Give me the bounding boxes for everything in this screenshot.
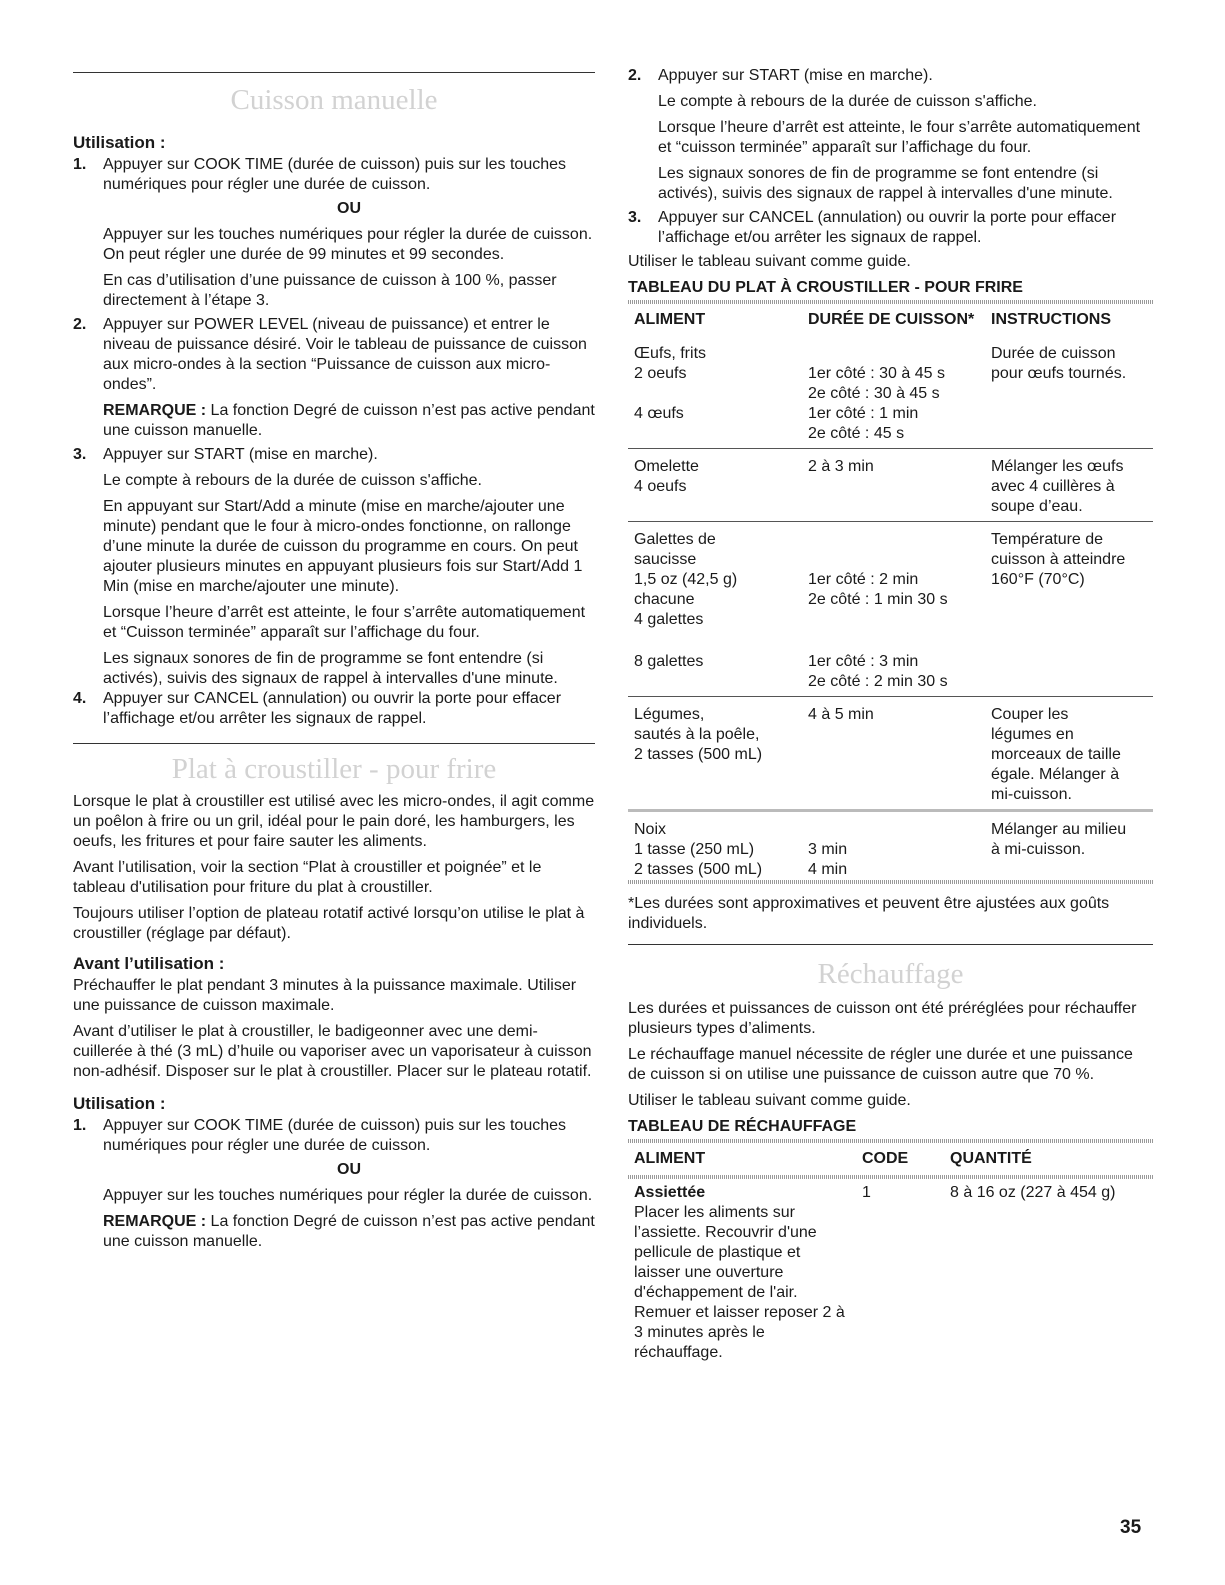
or-label: OU (337, 1161, 361, 1178)
quantity-cell: 8 à 16 oz (227 à 454 g) (950, 1184, 1116, 1201)
instructions-cell (985, 384, 1153, 404)
crisp-step-2-text: Le compte à rebours de la durée de cuisson s'affiche. (658, 93, 1037, 110)
instructions-cell: à mi-cuisson. (991, 841, 1086, 858)
time-cell: 1er côté : 1 min (808, 405, 919, 422)
reheat-table (628, 1143, 1153, 1175)
instructions-cell (985, 590, 1153, 610)
left-column (73, 60, 595, 1252)
reheat-text: Les durées et puissances de cuisson ont été préréglées pour réchauffer plusieurs types d’aliments. (628, 1000, 1137, 1037)
table-row (628, 424, 1153, 449)
before-use-heading: Avant l’utilisation : (73, 954, 225, 973)
col-header: INSTRUCTIONS (991, 311, 1111, 328)
food-cell (628, 785, 802, 811)
table-row (628, 364, 1153, 384)
step-1-alt: Appuyer sur les touches numériques pour régler la durée de cuisson. On peut régler une durée de 99 minutes et 99 secondes. (103, 226, 593, 263)
table-row (628, 644, 1153, 672)
crisp-step-2-text: Les signaux sonores de fin de programme se font entendre (si activés), suivis des signaux de rappel à intervalles d'une minute. (658, 165, 1113, 202)
section-rule (73, 743, 595, 744)
step-4: 4. Appuyer sur CANCEL (annulation) ou ouvrir la porte pour effacer l’affichage et/ou arrêter les signaux de rappel. (73, 690, 562, 727)
time-cell: 4 min (808, 861, 848, 878)
food-cell: 4 oeufs (634, 478, 687, 495)
crisp-table (628, 304, 1153, 880)
crisp-intro: Lorsque le plat à croustiller est utilisé avec les micro-ondes, il agit comme un poêlon à frire ou un gril, idéal pour le pain doré, les hamburgers, les oeufs, les fritures et pour faire sauter les aliments. (73, 793, 595, 850)
time-cell (802, 811, 985, 841)
food-cell (628, 497, 802, 522)
col-header: ALIMENT (634, 1150, 706, 1167)
step-3-text: En appuyant sur Start/Add a minute (mise en marche/ajouter une minute) pendant que le four à micro-ondes fonctionne, on rallonge d’une minute la durée de cuisson du programme en cours. On peut ajouter plusieurs minutes en appuyant plusieurs fois sur Start/Add 1 Min (mise en marche/ajouter une minute). (103, 498, 583, 595)
food-cell (628, 672, 802, 697)
manual-cooking-title: Cuisson manuelle (230, 84, 438, 116)
usage-heading: Utilisation : (73, 133, 166, 152)
time-cell: 1er côté : 2 min (808, 571, 919, 588)
time-cell (802, 550, 985, 570)
food-cell (628, 424, 802, 449)
remark: REMARQUE : La fonction Degré de cuisson n’est pas active pendant une cuisson manuelle. (103, 1213, 595, 1250)
col-header: QUANTITÉ (950, 1150, 1032, 1167)
time-cell (802, 765, 985, 785)
table-row (628, 860, 1153, 880)
instructions-cell: morceaux de taille (991, 746, 1121, 763)
table-row (628, 1179, 1153, 1369)
time-cell: 2e côté : 1 min 30 s (808, 591, 948, 608)
instructions-cell: Mélanger au milieu (991, 821, 1127, 838)
instructions-cell (985, 424, 1153, 449)
table-row (628, 477, 1153, 497)
crisp-intro: Toujours utiliser l’option de plateau rotatif activé lorsqu’on utilise le plat à croustiller (réglage par défaut). (73, 905, 585, 942)
table-row (628, 570, 1153, 590)
food-cell: 8 galettes (634, 653, 704, 670)
food-cell: 4 œufs (634, 405, 684, 422)
food-cell: 2 oeufs (634, 365, 687, 382)
instructions-cell: Mélanger les œufs (991, 458, 1124, 475)
instructions-cell: soupe d’eau. (985, 497, 1153, 522)
table-row (628, 550, 1153, 570)
food-cell: 2 tasses (500 mL) (634, 861, 763, 878)
instructions-cell: Température de (991, 531, 1104, 548)
time-cell (802, 610, 985, 644)
instructions-cell: pour œufs tournés. (991, 365, 1127, 382)
table-row (628, 672, 1153, 697)
table-dotted-rule (628, 880, 1153, 884)
table-row (628, 336, 1153, 364)
time-cell (802, 522, 985, 551)
table-row (628, 725, 1153, 745)
food-cell: 2 tasses (500 mL) (634, 746, 763, 763)
time-cell (802, 725, 985, 745)
or-label: OU (337, 200, 361, 217)
step-2: 2. Appuyer sur POWER LEVEL (niveau de puissance) et entrer le niveau de puissance désiré. Voir le tableau de puissance de cuisson aux micro-ondes à la section “Puissance de cuisson aux micro-ondes”. (73, 316, 587, 393)
food-cell: sautés à la poêle, (634, 726, 760, 743)
col-header: DURÉE DE CUISSON* (808, 311, 975, 328)
food-cell: Assiettée Placer les aliments sur l’assiette. Recouvrir d'une pellicule de plastique et laisser une ouverture d'échappement de l'air. Remuer et laisser reposer 2 à 3 minutes après le réchauffage. (634, 1184, 845, 1361)
time-cell: 2e côté : 45 s (802, 424, 985, 449)
step-3-text: Les signaux sonores de fin de programme se font entendre (si activés), suivis des signaux de rappel à intervalles d'une minute. (103, 650, 558, 687)
crisp-table-title: TABLEAU DU PLAT À CROUSTILLER - POUR FRIRE (628, 279, 1023, 296)
table-row (628, 697, 1153, 726)
right-column (628, 66, 1153, 1369)
reheat-title: Réchauffage (817, 958, 964, 990)
reheat-table-body (628, 1179, 1153, 1369)
crisp-step-2: 2. Appuyer sur START (mise en marche). (628, 67, 933, 84)
step-1: 1. Appuyer sur COOK TIME (durée de cuisson) puis sur les touches numériques pour régler une durée de cuisson. (73, 156, 567, 193)
time-cell: 3 min (808, 841, 848, 858)
table-row (628, 449, 1153, 478)
step-3-text: Le compte à rebours de la durée de cuisson s'affiche. (103, 472, 482, 489)
remark: REMARQUE : La fonction Degré de cuisson n’est pas active pendant une cuisson manuelle. (103, 402, 595, 439)
food-cell: saucisse (634, 551, 697, 568)
time-cell: 2e côté : 30 à 45 s (808, 385, 940, 402)
instructions-cell: égale. Mélanger à (991, 766, 1120, 783)
table-row (628, 745, 1153, 765)
time-cell (802, 477, 985, 497)
table-row (628, 522, 1153, 551)
time-cell: 1er côté : 30 à 45 s (808, 365, 945, 382)
time-cell (802, 745, 985, 765)
table-row (628, 590, 1153, 610)
time-cell: 2e côté : 2 min 30 s (802, 672, 985, 697)
footnote: *Les durées sont approximatives et peuvent être ajustées aux goûts individuels. (628, 895, 1110, 932)
instructions-cell: Couper les (991, 706, 1069, 723)
table-header-row (628, 1143, 1153, 1175)
col-header: CODE (862, 1150, 909, 1167)
food-cell: Œufs, frits (634, 345, 707, 362)
guide-text: Utiliser le tableau suivant comme guide. (628, 253, 911, 270)
table-row (628, 497, 1153, 522)
guide-text: Utiliser le tableau suivant comme guide. (628, 1092, 911, 1109)
instructions-cell (985, 672, 1153, 697)
food-cell: 4 galettes (634, 611, 704, 628)
instructions-cell (985, 644, 1153, 672)
instructions-cell (985, 860, 1153, 880)
table-row (628, 404, 1153, 424)
instructions-cell: Durée de cuisson (991, 345, 1116, 362)
col-header: ALIMENT (634, 311, 706, 328)
crisp-step-1: 1. Appuyer sur COOK TIME (durée de cuisson) puis sur les touches numériques pour régler une durée de cuisson. (73, 1117, 567, 1154)
table-row (628, 765, 1153, 785)
step-1-note: En cas d’utilisation d’une puissance de cuisson à 100 %, passer directement à l’étape 3. (103, 272, 557, 309)
time-cell: 1er côté : 3 min (808, 653, 919, 670)
food-cell: Galettes de (634, 531, 716, 548)
food-cell: Noix (634, 821, 667, 838)
food-cell (628, 384, 802, 404)
crisp-step-3: 3. Appuyer sur CANCEL (annulation) ou ouvrir la porte pour effacer l’affichage et/ou arrêter les signaux de rappel. (628, 209, 1117, 246)
usage-heading: Utilisation : (73, 1094, 166, 1113)
crisp-step-2-text: Lorsque l’heure d’arrêt est atteinte, le four s’arrête automatiquement et “cuisson terminée” apparaît sur l’affichage du four. (658, 119, 1141, 156)
table-header-row (628, 304, 1153, 336)
food-cell: 1,5 oz (42,5 g) (634, 571, 738, 588)
step-3: 3. Appuyer sur START (mise en marche). (73, 446, 378, 463)
food-cell: chacune (634, 591, 695, 608)
table-row (628, 610, 1153, 644)
crisp-step-1-alt: Appuyer sur les touches numériques pour régler la durée de cuisson. (103, 1187, 593, 1204)
instructions-cell: cuisson à atteindre (991, 551, 1126, 568)
instructions-cell: mi-cuisson. (985, 785, 1153, 811)
food-cell (628, 765, 802, 785)
before-use-text: Avant d’utiliser le plat à croustiller, le badigeonner avec une demi-cuillerée à thé (3 mL) d’huile ou vaporiser avec un vaporisateur à cuisson non-adhésif. Disposer sur le plat à croustiller. Placer sur le plateau rotatif. (73, 1023, 592, 1080)
food-cell: Omelette (634, 458, 699, 475)
table-row (628, 384, 1153, 404)
crisp-intro: Avant l’utilisation, voir la section “Plat à croustiller et poignée” et le tableau d'utilisation pour friture du plat à croustiller. (73, 859, 542, 896)
time-cell (802, 336, 985, 364)
section-rule (628, 944, 1153, 945)
page-number: 35 (1120, 1517, 1142, 1538)
time-cell: 2 à 3 min (808, 458, 874, 475)
food-cell: 1 tasse (250 mL) (634, 841, 755, 858)
time-cell (802, 497, 985, 522)
before-use-text: Préchauffer le plat pendant 3 minutes à la puissance maximale. Utiliser une puissance de cuisson maximale. (73, 977, 577, 1014)
table-row (628, 785, 1153, 811)
table-row (628, 840, 1153, 860)
section-rule (73, 72, 595, 73)
reheat-text: Le réchauffage manuel nécessite de régler une durée et une puissance de cuisson si on utilise une puissance de cuisson autre que 70 %. (628, 1046, 1133, 1083)
instructions-cell: avec 4 cuillères à (991, 478, 1115, 495)
instructions-cell: 160°F (70°C) (991, 571, 1085, 588)
instructions-cell: légumes en (991, 726, 1074, 743)
instructions-cell (985, 610, 1153, 644)
table-row (628, 811, 1153, 841)
code-cell: 1 (862, 1184, 871, 1201)
time-cell (802, 785, 985, 811)
crisp-plate-title: Plat à croustiller - pour frire (171, 753, 497, 785)
reheat-table-title: TABLEAU DE RÉCHAUFFAGE (628, 1118, 857, 1135)
food-cell: Légumes, (634, 706, 705, 723)
step-3-text: Lorsque l’heure d’arrêt est atteinte, le four s’arrête automatiquement et “Cuisson terminée” apparaît sur l’affichage du four. (103, 604, 586, 641)
time-cell: 4 à 5 min (808, 706, 874, 723)
instructions-cell (985, 404, 1153, 424)
